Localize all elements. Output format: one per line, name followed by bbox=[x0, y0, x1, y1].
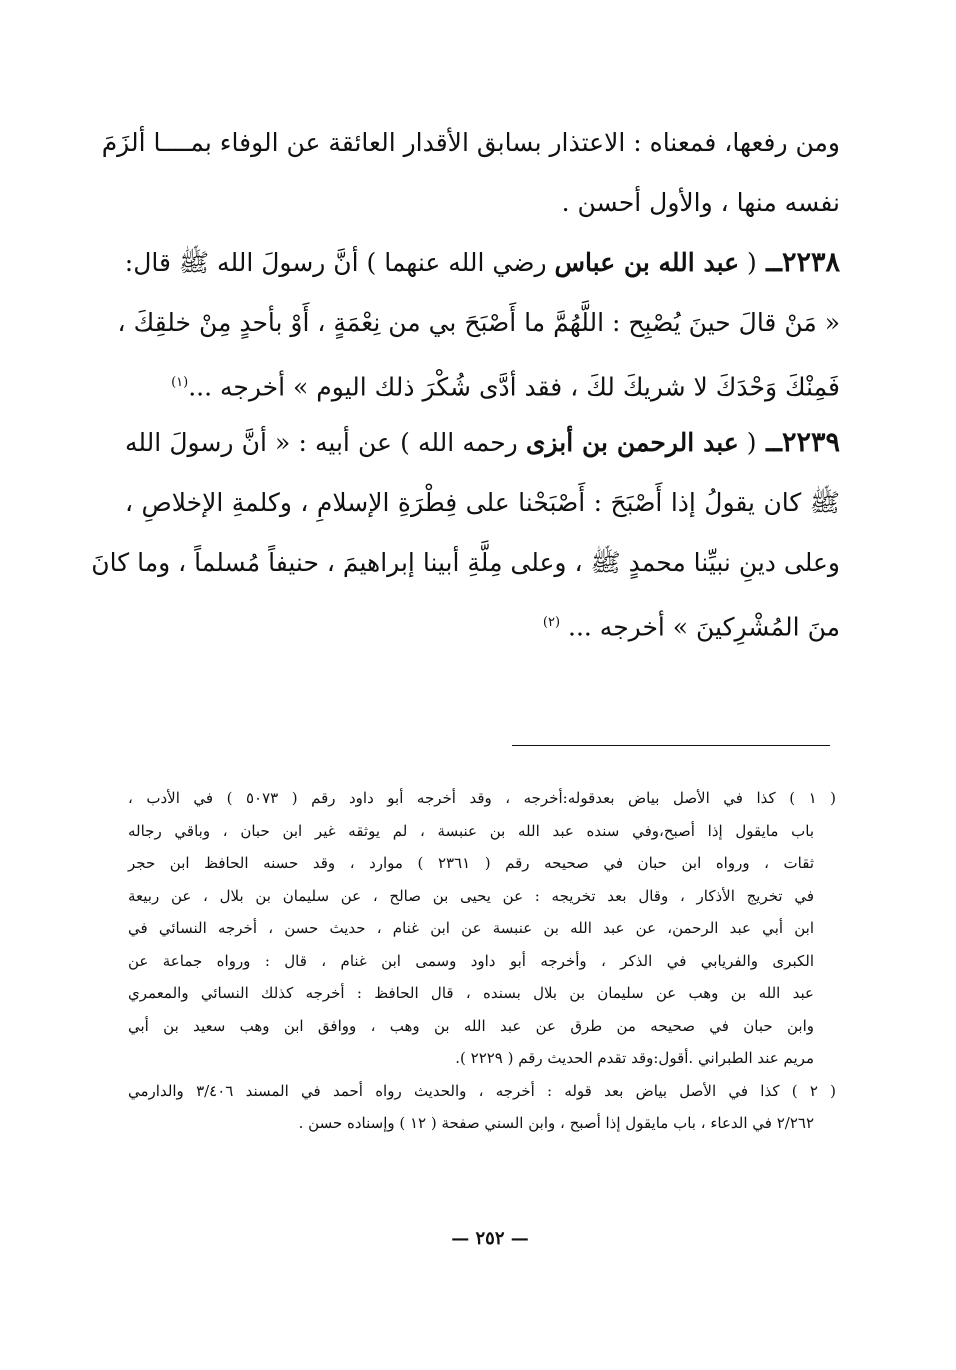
hadith-2239-heading: ٢٢٣٩ــ ( عبد الرحمن بن أبزى رحمه الله ) عن أبيه : « أنَّ رسولَ الله bbox=[125, 427, 840, 458]
narrator-name: عبد الله بن عباس bbox=[554, 248, 740, 277]
text-line: نفسه منها ، والأول أحسن . bbox=[561, 188, 840, 217]
footnote-ref: (٢) bbox=[542, 615, 561, 630]
footnote-1-line: ابن أبي عبد الرحمن، عن عبد الله بن عنبسة عن ابن غنام ، حديث حسن ، أخرجه النسائي في bbox=[128, 919, 814, 937]
page-number: — ٢٥٢ — bbox=[451, 1228, 529, 1249]
footnote-1-line: مريم عند الطبراني .أقول:وقد تقدم الحديث رقم ( ٢٢٢٩ ). bbox=[455, 1049, 814, 1067]
hadith-intro: رحمه الله ) عن أبيه : « أنَّ رسولَ الله bbox=[125, 428, 518, 457]
footnote-1-line: عبد الله بن وهب عن سليمان بن بلال بسنده ، قال الحافظ : أخرجه كذلك النسائي والمعمري bbox=[128, 984, 814, 1002]
footnote-1-line: الكبرى والفريابي في الذكر ، وأخرجه أبو داود وسمى ابن غنام ، قال : ورواه جماعة عن bbox=[128, 951, 814, 970]
footnote-2-line: ( ٢ ) كذا في الأصل بياض بعد قوله : أخرجه ، والحديث رواه أحمد في المسند ٣/٤٠٦ والدارمي bbox=[128, 1081, 836, 1100]
hadith-intro: رضي الله عنهما ) أنَّ رسولَ الله ﷺ قال: bbox=[124, 248, 547, 277]
hadith-number: ٢٢٣٨ bbox=[781, 247, 840, 278]
hadith-number: ٢٢٣٩ bbox=[781, 427, 840, 458]
footnote-1-line: ( ١ ) كذا في الأصل بياض بعدقوله:أخرجه ، وقد أخرجه أبو داود رقم ( ٥٠٧٣ ) في الأدب ، bbox=[128, 789, 836, 807]
footnote-1-line: في تخريج الأذكار ، وقال بعد تخريجه : عن يحيى بن صالح ، عن سليمان بن بلال ، عن ربيعة bbox=[128, 886, 814, 905]
hadith-text: منَ المُشْرِكينَ » أخرجه ... bbox=[568, 612, 840, 642]
footnotes bbox=[128, 788, 836, 1146]
footnote-1-line: ثقات ، ورواه ابن حبان في صحيحه رقم ( ٢٣٦١ ) موارد ، وقد حسنه الحافظ ابن حجر bbox=[128, 854, 814, 872]
footnote-ref: (١) bbox=[171, 375, 189, 390]
hadith-text-line: ﷺ كان يقولُ إذا أَصْبَحَ : أَصْبَحْنا على فِطْرَةِ الإسلامِ ، وكلمةِ الإخلاصِ ، bbox=[125, 488, 840, 517]
hadith-text-line: وعلى دينِ نبيِّنا محمدٍ ﷺ ، وعلى مِلَّةِ أبينا إبراهيمَ ، حنيفاً مُسلماً ، وما كانَ bbox=[91, 548, 840, 577]
hadith-text-line bbox=[125, 608, 840, 642]
hadith-text-line: « مَنْ قالَ حينَ يُصْبِح : اللَّهُمَّ ما أَصْبَحَ بي من نِعْمَةٍ ، أَوْ بأحدٍ مِنْ خلقِكَ ، bbox=[117, 308, 840, 337]
footnote-separator bbox=[512, 745, 830, 746]
text-line: ومن رفعها، فمعناه : الاعتذار بسابق الأقدار العائقة عن الوفاء بمــــا ألزَمَ bbox=[101, 128, 840, 157]
narrator-name: عبد الرحمن بن أبزى bbox=[525, 428, 739, 457]
footnote-2-line: ٢/٢٦٢ في الدعاء ، باب مايقول إذا أصبح ، وابن السني صفحة ( ١٢ ) وإسناده حسن . bbox=[298, 1114, 814, 1132]
hadith-2238-heading: ٢٢٣٨ــ ( عبد الله بن عباس رضي الله عنهما ) أنَّ رسولَ الله ﷺ قال: bbox=[124, 247, 840, 278]
footnote-1-line: وابن حبان في صحيحه من طرق عن عبد الله بن وهب ، ووافق ابن وهب سعيد بن أبي bbox=[128, 1016, 814, 1035]
main-text bbox=[91, 128, 840, 668]
hadith-text: فَمِنْكَ وَحْدَكَ لا شريكَ لكَ ، فقد أدَّى شُكْرَ ذلك اليوم » أخرجه ... bbox=[188, 372, 840, 402]
hadith-text-line bbox=[125, 368, 840, 402]
footnote-1-line: باب مايقول إذا أصبح،وفي سنده عبد الله بن عنبسة ، لم يوثقه غير ابن حبان ، وباقي رجاله bbox=[128, 821, 814, 840]
